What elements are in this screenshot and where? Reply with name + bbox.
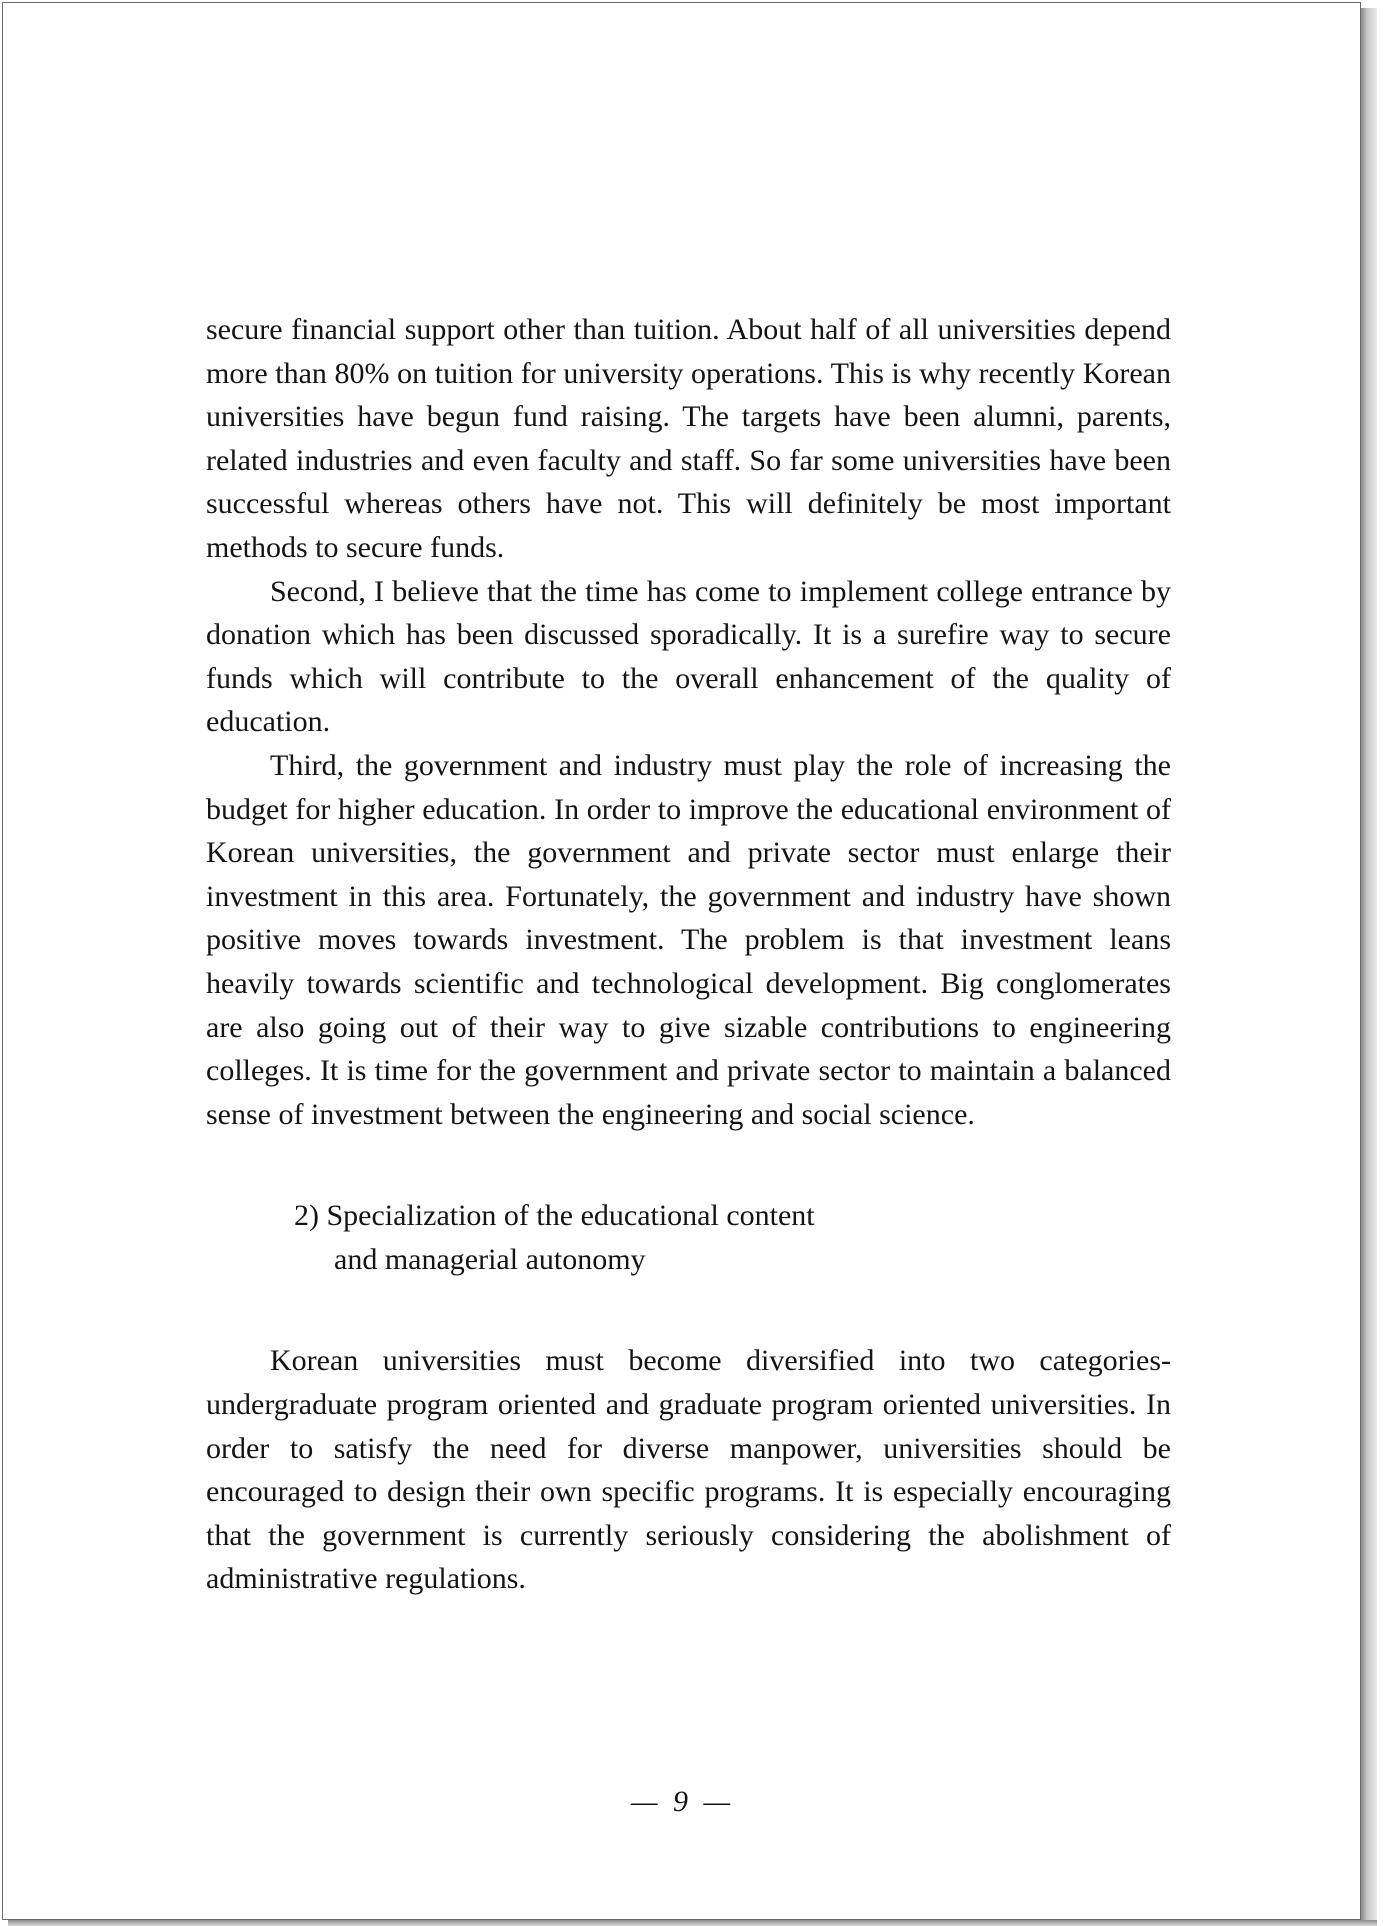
paragraph-funding-sources: secure financial support other than tuition. About half of all universities depend more than 80% on tuition for university operations. This is why recently Korean universities have begun fund raising. The targets have been alumni, parents, related industries and even faculty and staff. So far some universities have been successful whereas others have not. This will definitely be most important methods to secure funds. (206, 313, 1171, 564)
paragraph-donation-entrance: Second, I believe that the time has come to implement college entrance by donation which has been discussed sporadically. It is a surefire way to secure funds which will contribute to the overall enhancement of the quality of education. (206, 574, 1171, 739)
page-number: — 9 — (630, 1785, 735, 1818)
section-heading (294, 1194, 944, 1281)
paragraph-diversification: Korean universities must become diversified into two categories- undergraduate program oriented and graduate program oriented universities. In order to satisfy the need for diverse manpower, universities should be encouraged to design their own specific programs. It is especially encouraging that the government is currently seriously considering the abolishment of administrative regulations. (206, 1344, 1171, 1596)
section-heading-line-1: 2) Specialization of the educational content (294, 1199, 815, 1233)
page-body (206, 308, 1171, 1601)
document-page (2, 2, 1361, 1920)
paragraph-government-industry: Third, the government and industry must play the role of increasing the budget for higher education. In order to improve the educational environment of Korean universities, the government and private sector must enlarge their investment in this area. Fortunately, the government and industry have shown positive moves towards investment. The problem is that investment leans heavily towards scientific and technological development. Big conglomerates are also going out of their way to give sizable contributions to engineering colleges. It is time for the government and private sector to maintain a balanced sense of investment between the engineering and social science. (206, 748, 1171, 1131)
section-heading-line-2: and managerial autonomy (334, 1242, 646, 1276)
page-shadow-right (1361, 8, 1377, 1922)
page-shadow-bottom (8, 1920, 1377, 1926)
